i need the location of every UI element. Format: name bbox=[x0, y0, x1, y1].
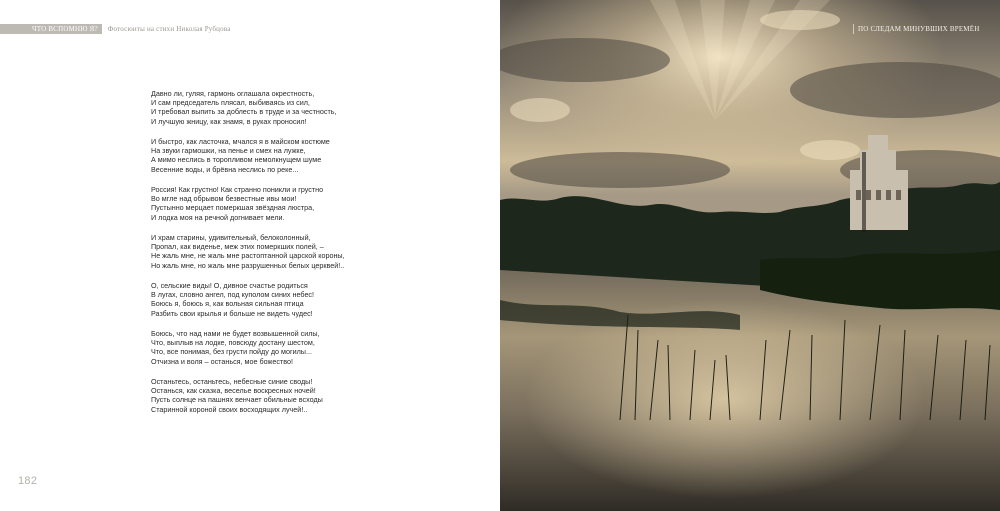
poem-line: Боюсь, что над нами не будет возвышенной силы, bbox=[151, 329, 320, 338]
poem-text bbox=[151, 89, 451, 425]
poem-stanza bbox=[151, 329, 451, 366]
poem-stanza bbox=[151, 137, 451, 174]
poem-line: И быстро, как ласточка, мчался я в майском костюме bbox=[151, 137, 330, 146]
poem-stanza bbox=[151, 233, 451, 270]
poem-line: А мимо неслись в торопливом немолкнущем шуме bbox=[151, 155, 322, 165]
poem-line: Не жаль мне, не жаль мне растоптанной царской короны, bbox=[151, 251, 345, 261]
poem-line: В лугах, словно ангел, под куполом синих небес! bbox=[151, 290, 315, 300]
poem-line: Останься, как сказка, веселье воскресных ночей! bbox=[151, 386, 316, 396]
poem-line: Что, выплыв на лодке, повсюду достану шестом, bbox=[151, 338, 315, 348]
poem-line: На звуки гармошки, на пенье и смех на лужке, bbox=[151, 146, 306, 156]
poem-stanza bbox=[151, 89, 451, 126]
page-number: 182 bbox=[18, 475, 38, 487]
poem-line: И лучшую жницу, как знамя, в руках проносил! bbox=[151, 116, 307, 126]
section-title: ЧТО ВСПОМНЮ Я? bbox=[0, 24, 102, 34]
landscape-photo bbox=[500, 0, 1000, 511]
poem-line: Давно ли, гуляя, гармонь оглашала окрестность, bbox=[151, 89, 315, 98]
poem-stanza bbox=[151, 281, 451, 318]
poem-line: Пусть солнце на пашнях венчает обильные всходы bbox=[151, 395, 323, 405]
poem-line: Боюсь я, боюсь я, как вольная сильная птица bbox=[151, 299, 304, 309]
poem-line: Но жаль мне, но жаль мне разрушенных белых церквей!.. bbox=[151, 260, 345, 270]
poem-stanza bbox=[151, 185, 451, 222]
poem-line: О, сельские виды! О, дивное счастье родиться bbox=[151, 281, 308, 290]
poem-line: Отчизна и воля – останься, мое божество! bbox=[151, 356, 293, 366]
poem-line: Останьтесь, останьтесь, небесные синие своды! bbox=[151, 377, 313, 386]
right-page bbox=[500, 0, 1000, 511]
poem-line: Весенние воды, и брёвна неслись по реке... bbox=[151, 164, 299, 174]
poem-line: Что, все понимая, без грусти пойду до могилы... bbox=[151, 347, 312, 357]
poem-line: Разбить свои крылья и больше не видеть чудес! bbox=[151, 308, 313, 318]
poem-line: Старинной короной своих восходящих лучей!.. bbox=[151, 404, 308, 414]
poem-line: И требовал выпить за доблесть в труде и за честность, bbox=[151, 107, 337, 117]
running-head-right: ПО СЛЕДАМ МИНУВШИХ ВРЕМЁН bbox=[853, 24, 1000, 34]
poem-line: И сам председатель плясал, выбиваясь из сил, bbox=[151, 98, 310, 108]
poem-stanza bbox=[151, 377, 451, 414]
poem-line: Пустынно мерцает померкшая звёздная люстра, bbox=[151, 203, 315, 213]
poem-line: И храм старины, удивительный, белоколонный, bbox=[151, 233, 311, 242]
poem-line: Россия! Как грустно! Как странно поникли и грустно bbox=[151, 185, 324, 194]
poem-line: Во мгле над обрывом безвестные ивы мои! bbox=[151, 194, 297, 204]
running-head-left bbox=[0, 24, 231, 34]
section-subtitle: Фотосюиты на стихи Николая Рубцова bbox=[107, 25, 231, 33]
poem-line: И лодка моя на речной догнивает мели. bbox=[151, 212, 285, 222]
poem-line: Пропал, как виденье, меж этих померкших полей, – bbox=[151, 242, 324, 252]
